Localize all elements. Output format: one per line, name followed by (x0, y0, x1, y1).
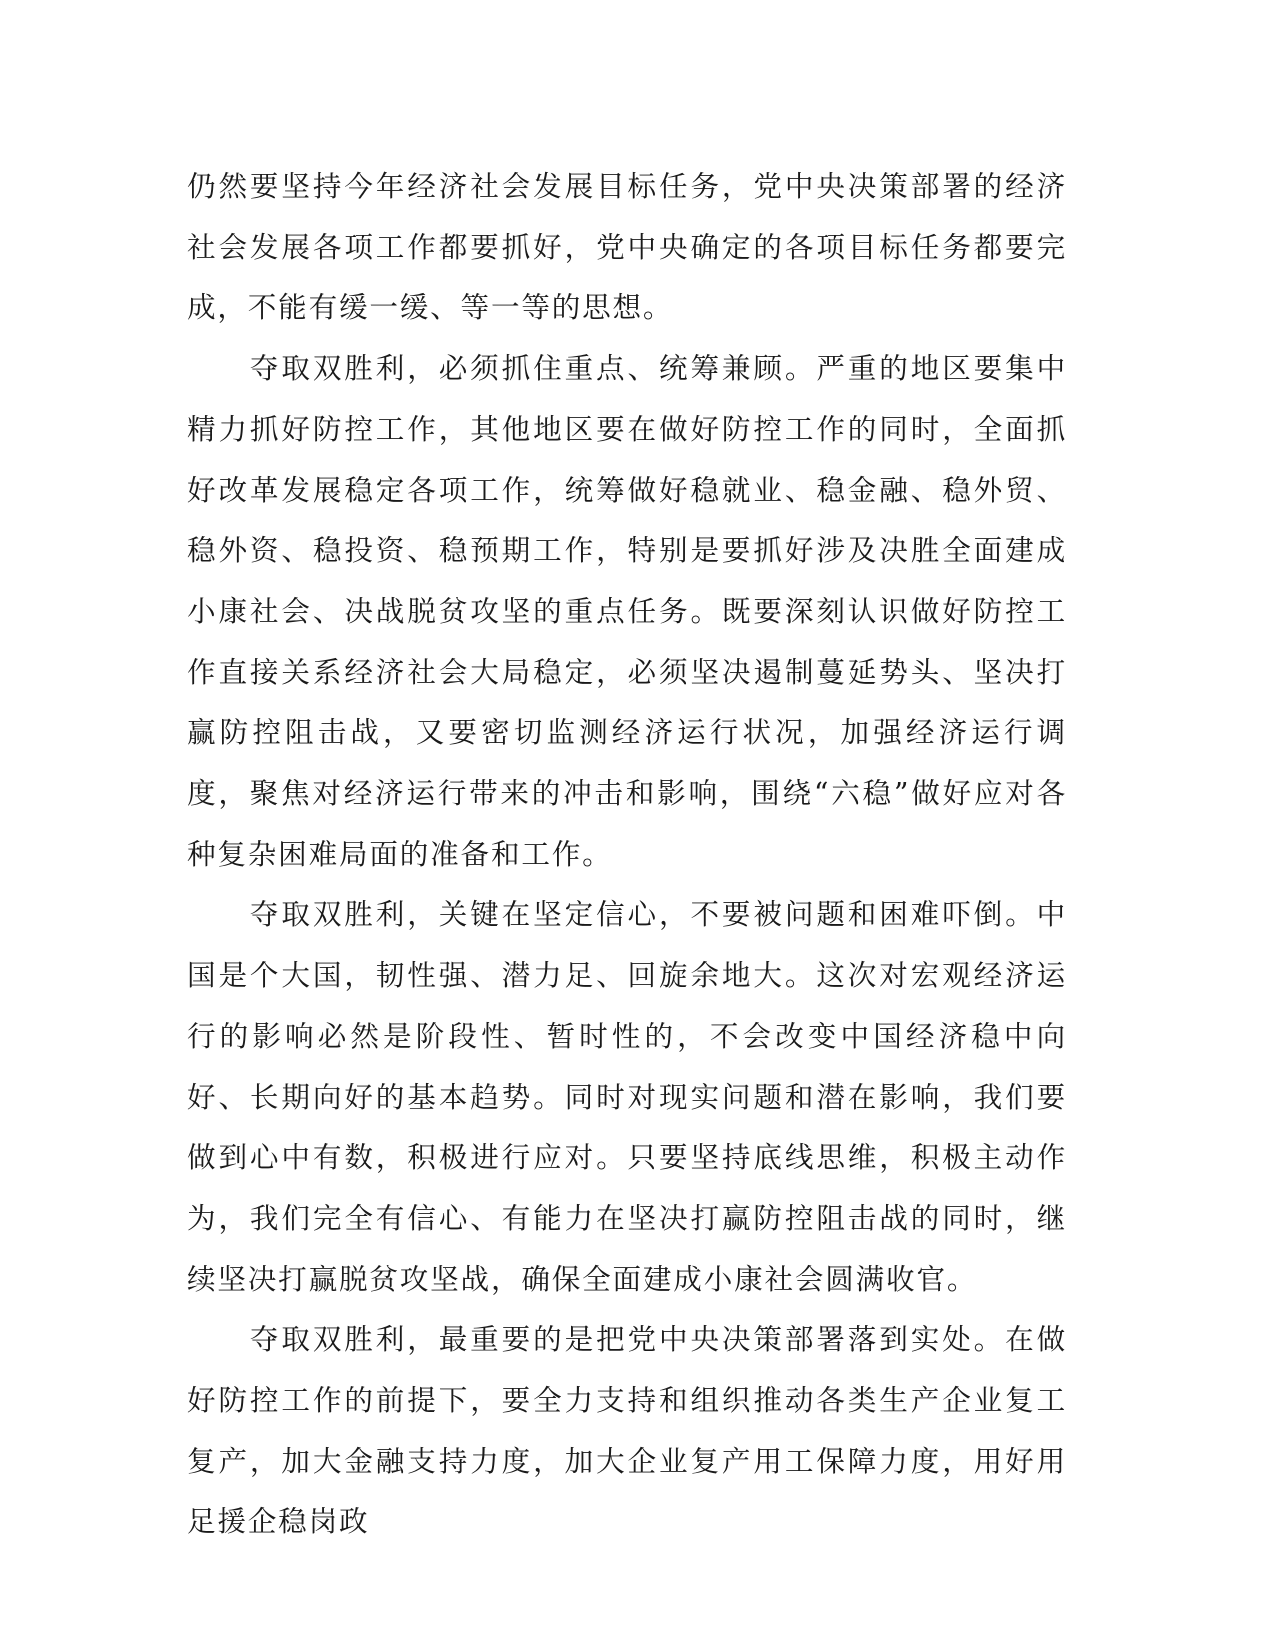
paragraph-continued: 仍然要坚持今年经济社会发展目标任务，党中央决策部署的经济社会发展各项工作都要抓好，党中央确定的各项目标任务都要完成，不能有缓一缓、等一等的思想。 (187, 169, 1067, 325)
paragraph: 夺取双胜利，必须抓住重点、统筹兼顾。严重的地区要集中精力抓好防控工作，其他地区要在做好防控工作的同时，全面抓好改革发展稳定各项工作，统筹做好稳就业、稳金融、稳外贸、稳外资、稳投资、稳预期工作，特别是要抓好涉及决胜全面建成小康社会、决战脱贫攻坚的重点任务。既要深刻认识做好防控工作直接关系经济社会大局稳定，必须坚决遏制蔓延势头、坚决打赢防控阻击战，又要密切监测经济运行状况，加强经济运行调度，聚焦对经济运行带来的冲击和影响，围绕“六稳”做好应对各种复杂困难局面的准备和工作。 (187, 351, 1067, 871)
paragraph: 夺取双胜利，最重要的是把党中央决策部署落到实处。在做好防控工作的前提下，要全力支持和组织推动各类生产企业复工复产，加大金融支持力度，加大企业复产用工保障力度，用好用足援企稳岗政 (187, 1322, 1067, 1539)
paragraph: 夺取双胜利，关键在坚定信心，不要被问题和困难吓倒。中国是个大国，韧性强、潜力足、回旋余地大。这次对宏观经济运行的影响必然是阶段性、暂时性的，不会改变中国经济稳中向好、长期向好的基本趋势。同时对现实问题和潜在影响，我们要做到心中有数，积极进行应对。只要坚持底线思维，积极主动作为，我们完全有信心、有能力在坚决打赢防控阻击战的同时，继续坚决打赢脱贫攻坚战，确保全面建成小康社会圆满收官。 (187, 897, 1067, 1296)
document-body (187, 156, 1067, 1552)
